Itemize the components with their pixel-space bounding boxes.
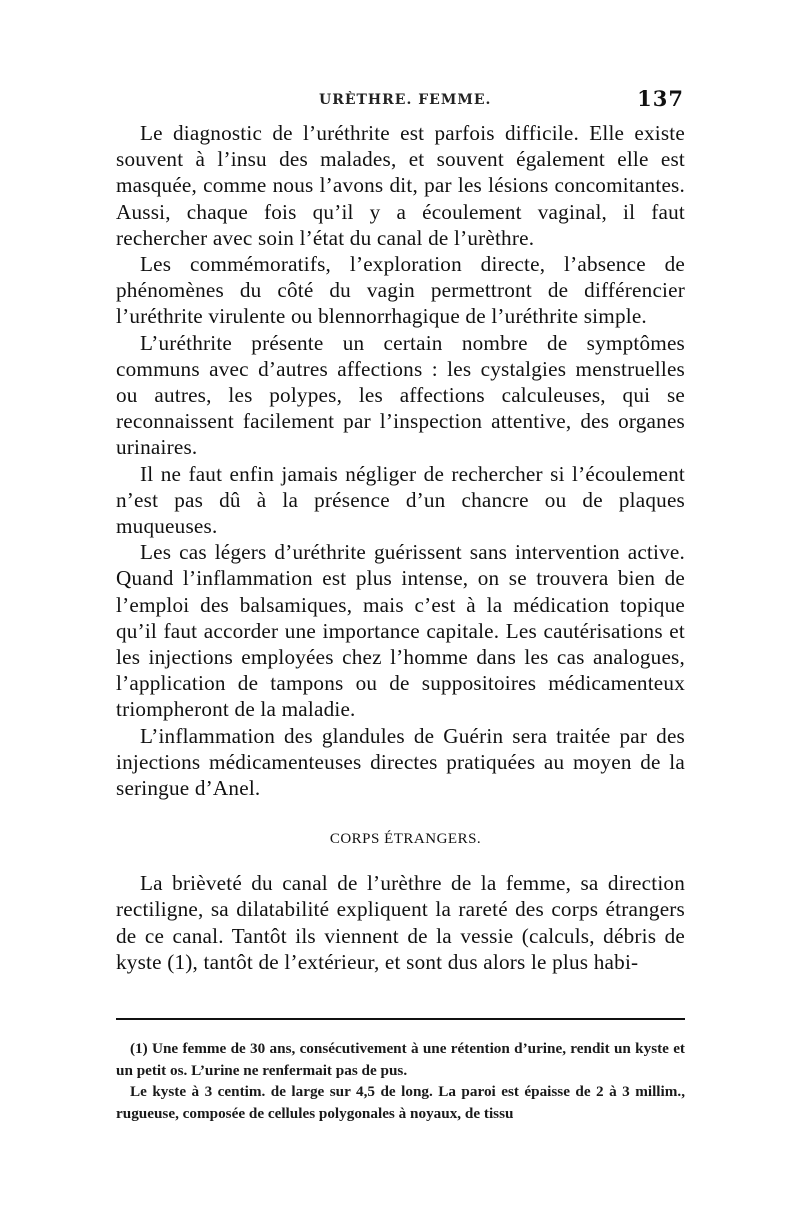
page-number: 137 (637, 86, 684, 111)
footnote: (1) Une femme de 30 ans, consécutivement à une rétention d’urine, rendit un kyste et un petit os. L’urine ne renfermait pas de pus. (116, 1040, 685, 1079)
section-heading: CORPS ÉTRANGERS. (329, 831, 482, 848)
page (116, 86, 685, 975)
paragraph: Les commémoratifs, l’exploration directe, l’absence de phénomènes du côté du vagin permettront de différencier l’uréthrite virulente ou blennorrhagique de l’uréthrite simple. (116, 252, 685, 329)
section-body (116, 870, 685, 975)
footnote: Le kyste à 3 centim. de large sur 4,5 de long. La paroi est épaisse de 2 à 3 millim., rugueuse, composée de cellules polygonales à noyaux, de tissu (116, 1083, 685, 1122)
running-title: URÈTHRE. FEMME. (319, 92, 492, 108)
paragraph: Les cas légers d’uréthrite guérissent sans intervention active. Quand l’inflammation est plus intense, on se trouvera bien de l’emploi des balsamiques, mais c’est à la médication topique qu’il faut accorder une importance capitale. Les cautérisations et les injections employées chez l’homme dans les cas analogues, l’application de tampons ou de suppositoires médicamenteux triompheront de la maladie. (116, 540, 685, 722)
footnotes (116, 1038, 685, 1124)
paragraph: La brièveté du canal de l’urèthre de la femme, sa direction rectiligne, sa dilatabilité expliquent la rareté des corps étrangers de ce canal. Tantôt ils viennent de la vessie (calculs, débris de kyste (1), tantôt de l’extérieur, et sont dus alors le plus habi- (116, 871, 685, 974)
page-header (116, 86, 685, 118)
footnote-divider (116, 1018, 685, 1020)
body-text (116, 120, 685, 801)
paragraph: L’uréthrite présente un certain nombre de symptômes communs avec d’autres affections : les cystalgies menstruelles ou autres, les polypes, les affections calculeuses, qui se reconnaissent facilement par l’inspection attentive, des organes urinaires. (116, 330, 685, 460)
paragraph: L’inflammation des glandules de Guérin sera traitée par des injections médicamenteuses directes pratiquées au moyen de la seringue d’Anel. (116, 723, 685, 801)
paragraph: Il ne faut enfin jamais négliger de rechercher si l’écoulement n’est pas dû à la présence d’un chancre ou de plaques muqueuses. (116, 461, 685, 539)
paragraph: Le diagnostic de l’uréthrite est parfois difficile. Elle existe souvent à l’insu des malades, et souvent également elle est masquée, comme nous l’avons dit, par les lésions concomitantes. Aussi, chaque fois qu’il y a écoulement vaginal, il faut rechercher avec soin l’état du canal de l’urèthre. (116, 121, 685, 250)
